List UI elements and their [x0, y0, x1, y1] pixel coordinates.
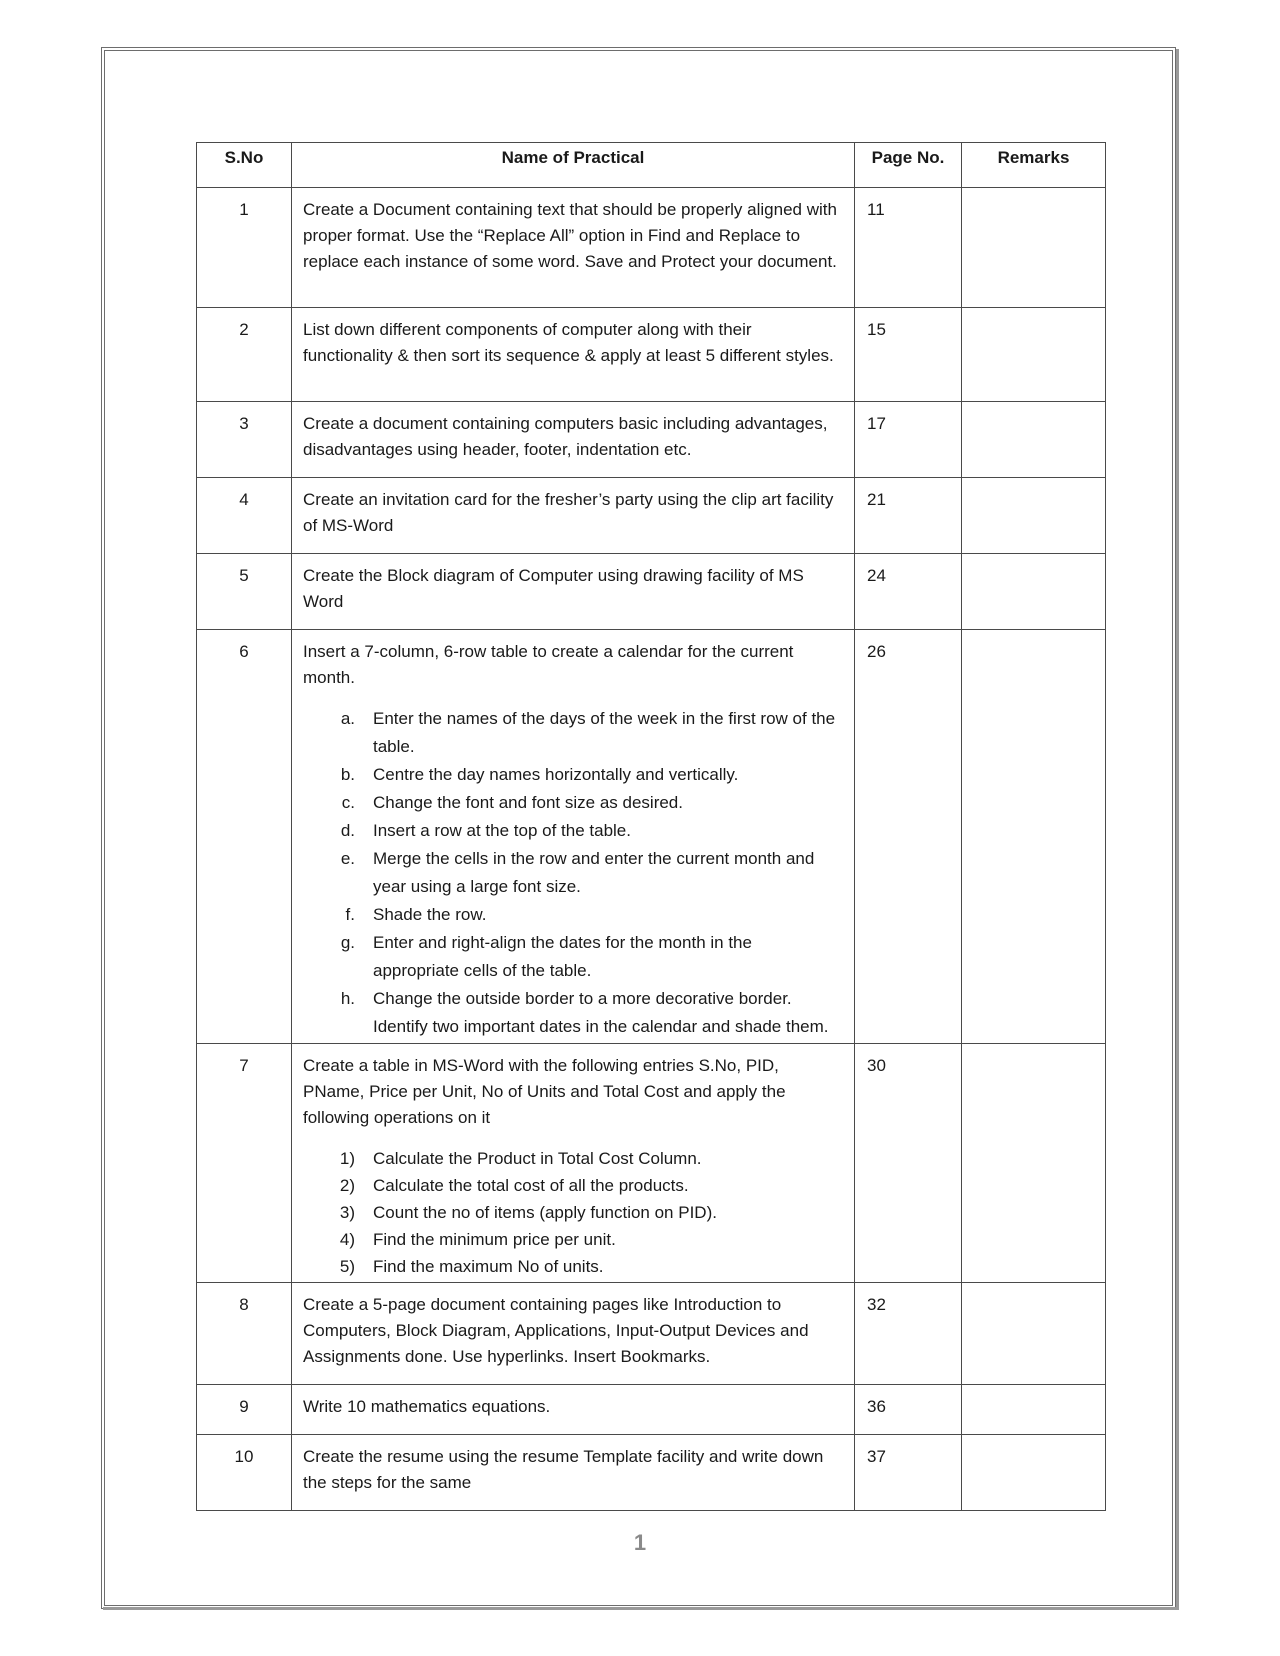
row-name: Create the resume using the resume Template facility and write down the steps for the same: [292, 1435, 855, 1511]
sub-item: [303, 789, 842, 817]
row-sno: 5: [197, 554, 292, 630]
row-page: 26: [855, 630, 962, 1044]
sub-marker: 2): [339, 1176, 355, 1195]
row-remarks: [962, 1044, 1106, 1283]
row-name: Write 10 mathematics equations.: [292, 1385, 855, 1435]
sub-item: [303, 901, 842, 929]
sub-item: [303, 817, 842, 845]
sub-item: [303, 761, 842, 789]
table-row: [197, 1044, 1106, 1283]
row-page: 17: [855, 402, 962, 478]
row-sno: 3: [197, 402, 292, 478]
row-remarks: [962, 1385, 1106, 1435]
sub-item: [303, 1226, 842, 1253]
row-page: 21: [855, 478, 962, 554]
table-row: [197, 630, 1106, 1044]
row-page: 24: [855, 554, 962, 630]
table-row: [197, 478, 1106, 554]
sub-marker: 4): [339, 1230, 355, 1249]
sub-list: [303, 1145, 842, 1280]
table-row: [197, 402, 1106, 478]
table-row: [197, 1283, 1106, 1385]
sub-text: Enter the names of the days of the week in the first row of the table.: [373, 709, 836, 756]
sub-item: [303, 1199, 842, 1226]
sub-item: [303, 1253, 842, 1280]
sub-text: Enter and right-align the dates for the month in the appropriate cells of the table.: [373, 933, 752, 980]
row-name-cell: [292, 1044, 855, 1283]
sub-marker: h.: [340, 989, 355, 1008]
sub-marker: g.: [340, 933, 355, 952]
sub-text: Find the maximum No of units.: [373, 1257, 604, 1276]
row-sno: 2: [197, 308, 292, 402]
row-remarks: [962, 308, 1106, 402]
row-page: 37: [855, 1435, 962, 1511]
row-remarks: [962, 1283, 1106, 1385]
sub-text: Centre the day names horizontally and vertically.: [373, 765, 739, 784]
sub-text: Merge the cells in the row and enter the current month and year using a large font size.: [373, 849, 815, 896]
row-name: Insert a 7-column, 6-row table to create a calendar for the current month.: [303, 642, 794, 687]
row-sno: 9: [197, 1385, 292, 1435]
row-remarks: [962, 630, 1106, 1044]
row-sno: 10: [197, 1435, 292, 1511]
page-border-shadow-right: [1176, 49, 1179, 1610]
sub-marker: 1): [339, 1149, 355, 1168]
sub-item: [303, 929, 842, 985]
row-remarks: [962, 188, 1106, 308]
header-remarks: Remarks: [962, 143, 1106, 188]
row-name: Create a 5-page document containing pages like Introduction to Computers, Block Diagram, Applications, Input-Output Devices and Assignments done. Use hyperlinks. Insert Bookmarks.: [292, 1283, 855, 1385]
row-remarks: [962, 402, 1106, 478]
sub-text: Insert a row at the top of the table.: [373, 821, 631, 840]
row-page: 11: [855, 188, 962, 308]
row-name: Create the Block diagram of Computer using drawing facility of MS Word: [292, 554, 855, 630]
sub-marker: 3): [339, 1203, 355, 1222]
row-name: Create a document containing computers basic including advantages, disadvantages using header, footer, indentation etc.: [292, 402, 855, 478]
sub-marker: f.: [345, 905, 355, 924]
sub-extra-text: Identify two important dates in the calendar and shade them.: [373, 1017, 829, 1036]
header-name: Name of Practical: [292, 143, 855, 188]
sub-item: [303, 985, 842, 1013]
table-row: [197, 554, 1106, 630]
row-name: Create a table in MS-Word with the following entries S.No, PID, PName, Price per Unit, No of Units and Total Cost and apply the following operations on it: [303, 1056, 786, 1127]
row-sno: 7: [197, 1044, 292, 1283]
table-row: [197, 1385, 1106, 1435]
page-number: 1: [633, 1530, 647, 1555]
sub-text: Calculate the total cost of all the products.: [373, 1176, 689, 1195]
sub-list: [303, 705, 842, 1013]
sub-marker: d.: [340, 821, 355, 840]
row-page: 30: [855, 1044, 962, 1283]
sub-marker: 5): [339, 1257, 355, 1276]
page-border-shadow: [103, 1607, 1178, 1610]
sub-text: Calculate the Product in Total Cost Column.: [373, 1149, 702, 1168]
row-sno: 8: [197, 1283, 292, 1385]
header-sno: S.No: [197, 143, 292, 188]
table-row: [197, 308, 1106, 402]
sub-item: [303, 1172, 842, 1199]
sub-item: [303, 705, 842, 761]
row-name: List down different components of computer along with their functionality & then sort its sequence & apply at least 5 different styles.: [292, 308, 855, 402]
row-page: 32: [855, 1283, 962, 1385]
row-remarks: [962, 1435, 1106, 1511]
row-remarks: [962, 554, 1106, 630]
sub-marker: e.: [340, 849, 355, 868]
row-remarks: [962, 478, 1106, 554]
row-sno: 1: [197, 188, 292, 308]
row-sno: 6: [197, 630, 292, 1044]
sub-marker: b.: [340, 765, 355, 784]
sub-marker: a.: [340, 709, 355, 728]
row-name-cell: [292, 630, 855, 1044]
row-page: 36: [855, 1385, 962, 1435]
sub-text: Change the outside border to a more decorative border.: [373, 989, 792, 1008]
row-name: Create a Document containing text that should be properly aligned with proper format. Use the “Replace All” option in Find and Replace to replace each instance of some word. Save and Protect your document.: [292, 188, 855, 308]
header-page: Page No.: [855, 143, 962, 188]
table-row: [197, 188, 1106, 308]
sub-text: Shade the row.: [373, 905, 487, 924]
sub-text: Count the no of items (apply function on PID).: [373, 1203, 717, 1222]
row-page: 15: [855, 308, 962, 402]
header-row: [197, 143, 1106, 188]
sub-item: [303, 1145, 842, 1172]
sub-marker: c.: [341, 793, 355, 812]
practicals-table: [196, 142, 1106, 1511]
sub-text: Change the font and font size as desired.: [373, 793, 683, 812]
sub-text: Find the minimum price per unit.: [373, 1230, 616, 1249]
table-row: [197, 1435, 1106, 1511]
row-name: Create an invitation card for the fresher’s party using the clip art facility of MS-Word: [292, 478, 855, 554]
row-sno: 4: [197, 478, 292, 554]
sub-item: [303, 845, 842, 901]
